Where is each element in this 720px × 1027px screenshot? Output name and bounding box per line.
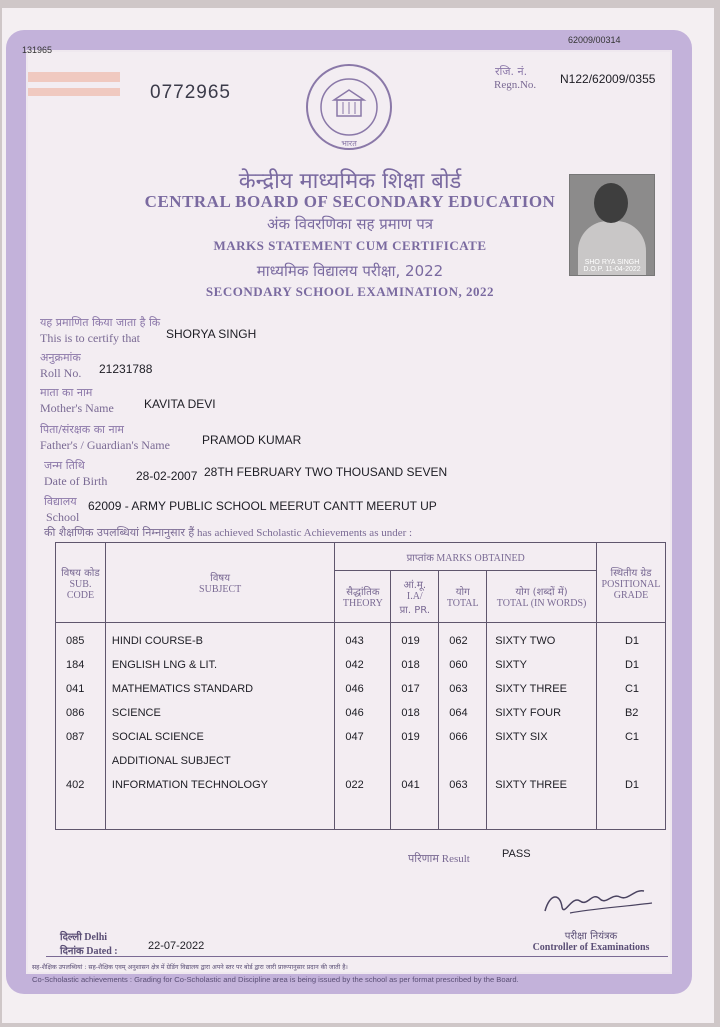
col-subject-header: विषय SUBJECT [105, 543, 334, 623]
footer-note: Co-Scholastic achievements : Grading for Co-Scholastic and Discipline area is being issued by the school as per format prescribed by the Board. [32, 975, 519, 984]
row-1-total: 062 [449, 635, 468, 647]
row-5-grade: C1 [624, 731, 640, 743]
spacer [495, 749, 596, 773]
additional-row-theory: 022 [345, 779, 364, 791]
marks-table [55, 542, 666, 830]
mother-name: KAVITA DEVI [144, 397, 216, 411]
col-grade-header: स्थितीय ग्रेड POSITIONAL GRADE [596, 543, 665, 623]
col-words-header: योग (शब्दों में) TOTAL (IN WORDS) [487, 571, 597, 623]
result-value: PASS [502, 848, 531, 860]
exam-title: SECONDARY SCHOOL EXAMINATION, 2022 [205, 284, 495, 299]
seal-bottom-text: भारत [341, 139, 357, 148]
row-4-words: SIXTY FOUR [495, 707, 562, 719]
roll-label: Roll No. [40, 366, 82, 380]
grade-cell [596, 623, 665, 830]
student-name: SHORYA SINGH [166, 327, 257, 341]
words-cell [487, 623, 597, 830]
roll-label-hindi: अनुक्रमांक [40, 351, 81, 364]
row-3-total: 063 [449, 683, 468, 695]
row-3-ia: 017 [401, 683, 420, 695]
exam-title-hindi: माध्यमिक विद्यालय परीक्षा, 2022 [256, 262, 444, 280]
row-2-grade: D1 [624, 659, 640, 671]
dob-words: 28TH FEBRUARY TWO THOUSAND SEVEN [204, 465, 448, 479]
footer-note-hindi: सह-शैक्षिक उपलब्धियां : सह-शैक्षिक एवम् अनुशासन क्षेत्र में ग्रेडिंग विद्यालय द्वारा अपने स्तर पर बोर्ड द्वारा जारी प्रारूपानुसार प्रदान की जाती है। [32, 964, 348, 971]
signature-icon [540, 883, 660, 923]
marks-obtained-header: प्राप्तांक MARKS OBTAINED [335, 543, 597, 571]
document-title-hindi: अंक विवरणिका सह प्रमाण पत्र [266, 215, 434, 233]
row-4-subject: SCIENCE [111, 707, 161, 719]
additional-row-total: 063 [449, 779, 468, 791]
father-label: Father's / Guardian's Name [40, 438, 170, 452]
row-1-theory: 043 [345, 635, 364, 647]
roll-number: 21231788 [99, 362, 153, 376]
dob-value: 28-02-2007 [136, 469, 198, 483]
additional-row-grade: D1 [624, 779, 640, 791]
row-4-total: 064 [449, 707, 468, 719]
row-1-subject: HINDI COURSE-B [111, 635, 203, 647]
row-2-words: SIXTY [495, 659, 527, 671]
row-5-code: 087 [66, 731, 85, 743]
spacer [401, 749, 438, 773]
board-name: CENTRAL BOARD OF SECONDARY EDUCATION [144, 192, 556, 211]
father-label-hindi: पिता/संरक्षक का नाम [40, 423, 125, 436]
mother-label: Mother's Name [40, 401, 114, 415]
red-stamp [28, 68, 124, 100]
row-5-theory: 047 [345, 731, 364, 743]
row-3-code: 041 [66, 683, 85, 695]
row-5-subject: SOCIAL SCIENCE [111, 731, 204, 743]
row-2-theory: 042 [345, 659, 364, 671]
reg-number: N122/62009/0355 [560, 72, 656, 86]
col-theory-header: सैद्धांतिक THEORY [335, 571, 391, 623]
row-5-total: 066 [449, 731, 468, 743]
row-3-grade: C1 [624, 683, 640, 695]
achieved-label: has achieved Scholastic Achievements as under : [197, 527, 413, 539]
additional-row-words: SIXTY THREE [495, 779, 567, 791]
reg-label: Regn.No. [494, 79, 537, 91]
top-right-code: 62009/00314 [568, 35, 621, 45]
school-label: School [46, 510, 80, 524]
col-total-header: योग TOTAL [439, 571, 487, 623]
row-2-code: 184 [66, 659, 85, 671]
theory-cell [335, 623, 391, 830]
spacer [66, 749, 105, 773]
additional-row-subject: INFORMATION TECHNOLOGY [111, 779, 268, 791]
spacer [345, 749, 390, 773]
row-4-theory: 046 [345, 707, 364, 719]
additional-row-code: 402 [66, 779, 85, 791]
footer-divider [46, 956, 668, 957]
row-2-total: 060 [449, 659, 468, 671]
additional-row-ia: 041 [401, 779, 420, 791]
school-label-hindi: विद्यालय [44, 495, 77, 508]
mother-label-hindi: माता का नाम [40, 386, 93, 399]
ia-cell [391, 623, 439, 830]
row-4-ia: 018 [401, 707, 420, 719]
col-code-header: विषय कोड SUB. CODE [56, 543, 106, 623]
result-label: परिणाम Result [408, 852, 470, 865]
board-name-hindi: केन्द्रीय माध्यमिक शिक्षा बोर्ड [238, 169, 462, 194]
dob-label-hindi: जन्म तिथि [44, 459, 85, 472]
school-name: 62009 - ARMY PUBLIC SCHOOL MEERUT CANTT MEERUT UP [88, 499, 437, 513]
reg-label-hindi: रजि. नं. [495, 65, 528, 78]
row-4-grade: B2 [624, 707, 639, 719]
controller-label: Controller of Examinations [532, 942, 650, 953]
spacer [625, 749, 665, 773]
row-3-theory: 046 [345, 683, 364, 695]
row-3-subject: MATHEMATICS STANDARD [111, 683, 254, 695]
controller-label-hindi: परीक्षा नियंत्रक [564, 931, 618, 942]
row-5-words: SIXTY SIX [495, 731, 548, 743]
row-1-ia: 019 [401, 635, 420, 647]
document-title: MARKS STATEMENT CUM CERTIFICATE [213, 238, 487, 253]
row-1-grade: D1 [624, 635, 640, 647]
additional-subject-heading: ADDITIONAL SUBJECT [111, 755, 231, 767]
row-4-code: 086 [66, 707, 85, 719]
subjects-cell [105, 623, 334, 830]
spacer [449, 749, 486, 773]
row-3-words: SIXTY THREE [495, 683, 567, 695]
dob-label: Date of Birth [44, 474, 108, 488]
top-left-code: 131965 [22, 45, 53, 55]
row-5-ia: 019 [401, 731, 420, 743]
photo-caption: SHO RYA SINGH [584, 259, 640, 266]
achieved-label-hindi: की शैक्षणिक उपलब्धियां निम्नानुसार हैं [44, 526, 195, 539]
dated-label: दिनांक Dated : [60, 946, 118, 957]
row-2-subject: ENGLISH LNG & LIT. [111, 659, 218, 671]
codes-cell [56, 623, 106, 830]
marks-body [56, 623, 666, 830]
photo-caption-date: D.O.P. 11-04-2022 [583, 266, 641, 273]
certify-label: This is to certify that [40, 331, 140, 345]
col-ia-header: आं.मू. I.A/ प्रा. PR. [391, 571, 439, 623]
student-photo [569, 174, 655, 276]
serial-number: 0772965 [150, 82, 231, 103]
certify-label-hindi: यह प्रमाणित किया जाता है कि [40, 316, 161, 329]
father-name: PRAMOD KUMAR [202, 433, 302, 447]
place: दिल्ली Delhi [60, 932, 108, 943]
issue-date: 22-07-2022 [148, 940, 205, 952]
total-cell [439, 623, 487, 830]
row-1-code: 085 [66, 635, 85, 647]
achieved-line [44, 525, 412, 540]
row-2-ia: 018 [401, 659, 420, 671]
row-1-words: SIXTY TWO [495, 635, 556, 647]
